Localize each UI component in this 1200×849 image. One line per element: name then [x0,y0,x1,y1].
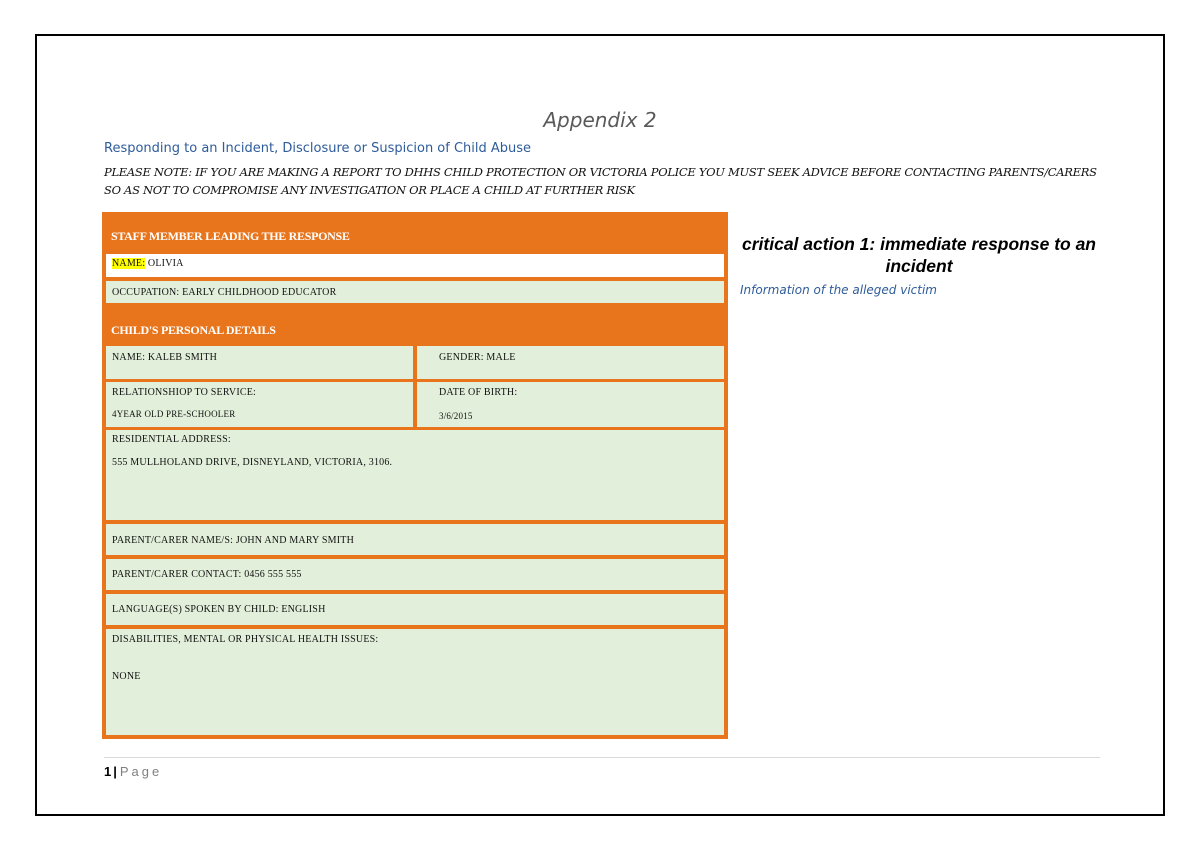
address-field[interactable] [106,430,724,520]
dob-label: DATE OF BIRTH: [439,387,518,398]
name-label-highlight: NAME: [112,258,146,269]
relationship-field[interactable] [106,382,413,427]
disabilities-label: DISABILITIES, MENTAL OR PHYSICAL HEALTH ISSUES: [112,634,379,645]
relationship-label: RELATIONSHIOP TO SERVICE: [112,387,257,398]
staff-name-field[interactable] [106,254,724,277]
child-details-form [102,212,728,739]
dob-field[interactable] [417,382,724,427]
language-field[interactable]: LANGUAGE(S) SPOKEN BY CHILD: ENGLISH [106,594,724,625]
child-section-header: CHILD'S PERSONAL DETAILS [111,323,276,337]
address-value: 555 MULLHOLAND DRIVE, DISNEYLAND, VICTORIA, 3106. [112,457,393,468]
page-number: 1 [104,764,112,779]
warning-note: PLEASE NOTE: IF YOU ARE MAKING A REPORT TO DHHS CHILD PROTECTION OR VICTORIA POLICE YOU MUST SEEK ADVICE BEFORE CONTACTING PARENTS/CARERS SO AS NOT TO COMPROMISE ANY INVESTIGATION OR PLACE A CHILD AT FURTHER RISK [104,165,1097,197]
critical-action-heading: critical action 1: immediate response to an incident [742,234,1096,276]
page-word: Page [119,764,163,779]
victim-info-caption: Information of the alleged victim [740,283,937,297]
staff-occupation-field[interactable]: OCCUPATION: EARLY CHILDHOOD EDUCATOR [106,281,724,303]
appendix-title: Appendix 2 [543,108,657,132]
disabilities-field[interactable] [106,629,724,735]
staff-name-value: OLIVIA [145,258,184,269]
page-footer [104,764,162,779]
staff-section-header: STAFF MEMBER LEADING THE RESPONSE [111,229,350,243]
document-subtitle: Responding to an Incident, Disclosure or Suspicion of Child Abuse [104,141,532,156]
relationship-value: 4YEAR OLD PRE-SCHOOLER [112,409,236,419]
child-name-field[interactable]: NAME: KALEB SMITH [106,346,413,379]
child-gender-field[interactable]: GENDER: MALE [417,346,724,379]
footer-divider [104,757,1100,758]
parent-name-field[interactable]: PARENT/CARER NAME/S: JOHN AND MARY SMITH [106,524,724,555]
footer-separator: | [113,764,117,779]
disabilities-value: NONE [112,671,141,682]
parent-contact-field[interactable]: PARENT/CARER CONTACT: 0456 555 555 [106,559,724,590]
dob-value: 3/6/2015 [439,411,473,421]
address-label: RESIDENTIAL ADDRESS: [112,434,231,445]
